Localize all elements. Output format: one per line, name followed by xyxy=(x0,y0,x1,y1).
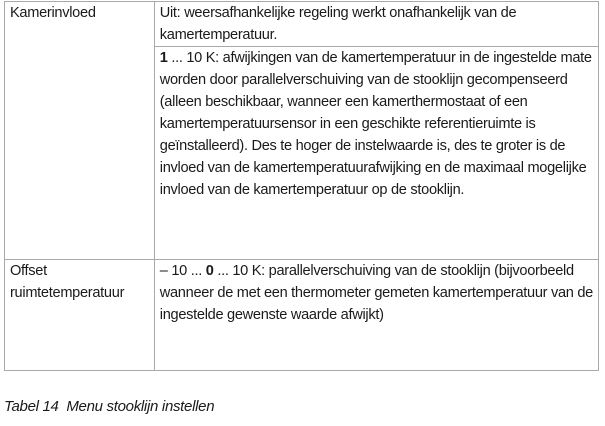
setting-description xyxy=(160,260,594,326)
setting-description: Uit: weersafhankelijke regeling werkt onafhankelijk van de kamertemperatuur. xyxy=(159,5,517,43)
setting-name-cell xyxy=(5,2,155,260)
default-value: 0 xyxy=(205,263,214,279)
range-start-text: – 10 ... xyxy=(159,263,206,279)
table-row xyxy=(5,2,599,47)
description-text: ... 10 K: parallelverschuiving van de stooklijn (bijvoorbeeld wanneer de met een thermometer gemeten kamertemperatuur van de ingestelde gewenste waarde afwijkt) xyxy=(159,263,593,323)
setting-name: Offset ruimtetemperatuur xyxy=(10,263,125,301)
description-text: ... 10 K: afwijkingen van de kamertemperatuur in de ingestelde mate worden door parallelverschuiving van de stooklijn gecompenseerd (alleen beschikbaar, wanneer een kamerthermostaat of een kamertemperatuursensor in een geschikte referentieruimte is geïnstalleerd). Des te hoger de instelwaarde is, des te groter is de invloed van de kamertemperatuurafwijking en de maximaal mogelijke invloed van de kamertemperatuur op de stooklijn. xyxy=(159,50,592,198)
setting-description-cell xyxy=(154,260,598,371)
table-row xyxy=(5,260,599,371)
setting-name-cell xyxy=(5,260,155,371)
setting-description-cell xyxy=(154,47,598,260)
table-caption xyxy=(4,398,214,415)
setting-description xyxy=(160,47,594,201)
setting-description-cell xyxy=(154,2,598,47)
table-title: Menu stooklijn instellen xyxy=(66,398,215,415)
setting-name: Kamerinvloed xyxy=(10,5,96,21)
settings-table xyxy=(4,1,599,371)
table-number: Tabel 14 xyxy=(4,398,59,415)
default-value: 1 xyxy=(159,50,168,66)
